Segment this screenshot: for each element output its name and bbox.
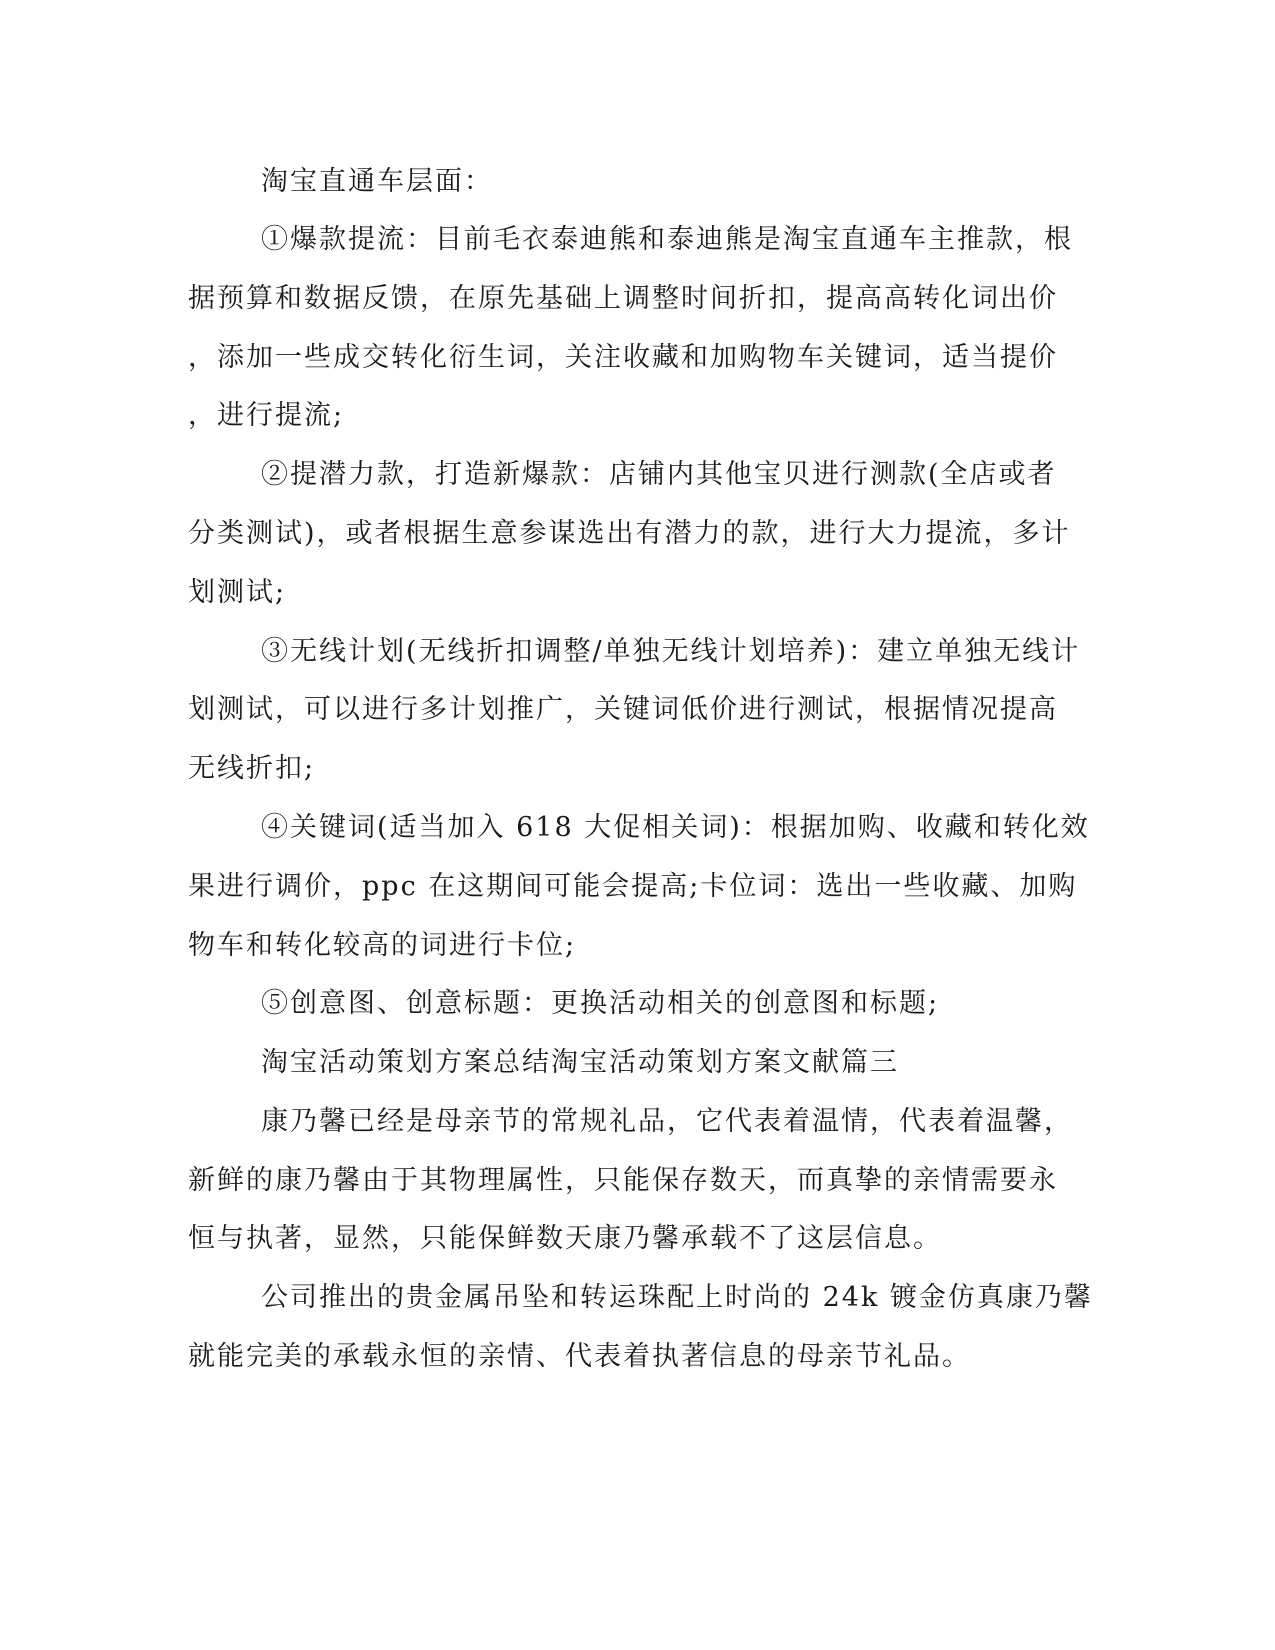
article-title: 淘宝活动策划方案总结淘宝活动策划方案文献篇三 (261, 1047, 899, 1078)
paragraph-7-line: 就能完美的承载永恒的亲情、代表着执著信息的母亲节礼品。 (188, 1341, 971, 1372)
paragraph-2-line: 划测试; (188, 577, 287, 608)
section-heading: 淘宝直通车层面： (261, 166, 493, 197)
paragraph-2-line: 分类测试)，或者根据生意参谋选出有潜力的款，进行大力提流，多计 (188, 518, 1071, 549)
paragraph-1-line: ①爆款提流：目前毛衣泰迪熊和泰迪熊是淘宝直通车主推款，根 (261, 224, 1073, 255)
paragraph-4-line: 果进行调价，ppc 在这期间可能会提高;卡位词：选出一些收藏、加购 (188, 871, 1078, 902)
paragraph-6-line: 恒与执著，显然，只能保鲜数天康乃馨承载不了这层信息。 (188, 1223, 942, 1254)
paragraph-6-line: 康乃馨已经是母亲节的常规礼品，它代表着温情，代表着温馨， (261, 1106, 1073, 1137)
paragraph-3-line: ③无线计划(无线折扣调整/单独无线计划培养)：建立单独无线计 (261, 636, 1081, 667)
paragraph-7-line: 公司推出的贵金属吊坠和转运珠配上时尚的 24k 镀金仿真康乃馨 (261, 1282, 1093, 1313)
paragraph-3-line: 划测试，可以进行多计划推广，关键词低价进行测试，根据情况提高 (188, 694, 1058, 725)
paragraph-4-line: 物车和转化较高的词进行卡位; (188, 930, 577, 961)
paragraph-5-line: ⑤创意图、创意标题：更换活动相关的创意图和标题; (261, 988, 940, 1019)
paragraph-2-line: ②提潜力款，打造新爆款：店铺内其他宝贝进行测款(全店或者 (261, 459, 1057, 490)
paragraph-1-line: ，进行提流; (188, 400, 345, 431)
paragraph-1-line: ，添加一些成交转化衍生词，关注收藏和加购物车关键词，适当提价 (188, 342, 1058, 373)
paragraph-1-line: 据预算和数据反馈，在原先基础上调整时间折扣，提高高转化词出价 (188, 283, 1058, 314)
paragraph-4-line: ④关键词(适当加入 618 大促相关词)：根据加购、收藏和转化效 (261, 812, 1090, 843)
paragraph-6-line: 新鲜的康乃馨由于其物理属性，只能保存数天，而真挚的亲情需要永 (188, 1165, 1058, 1196)
paragraph-3-line: 无线折扣; (188, 753, 316, 784)
